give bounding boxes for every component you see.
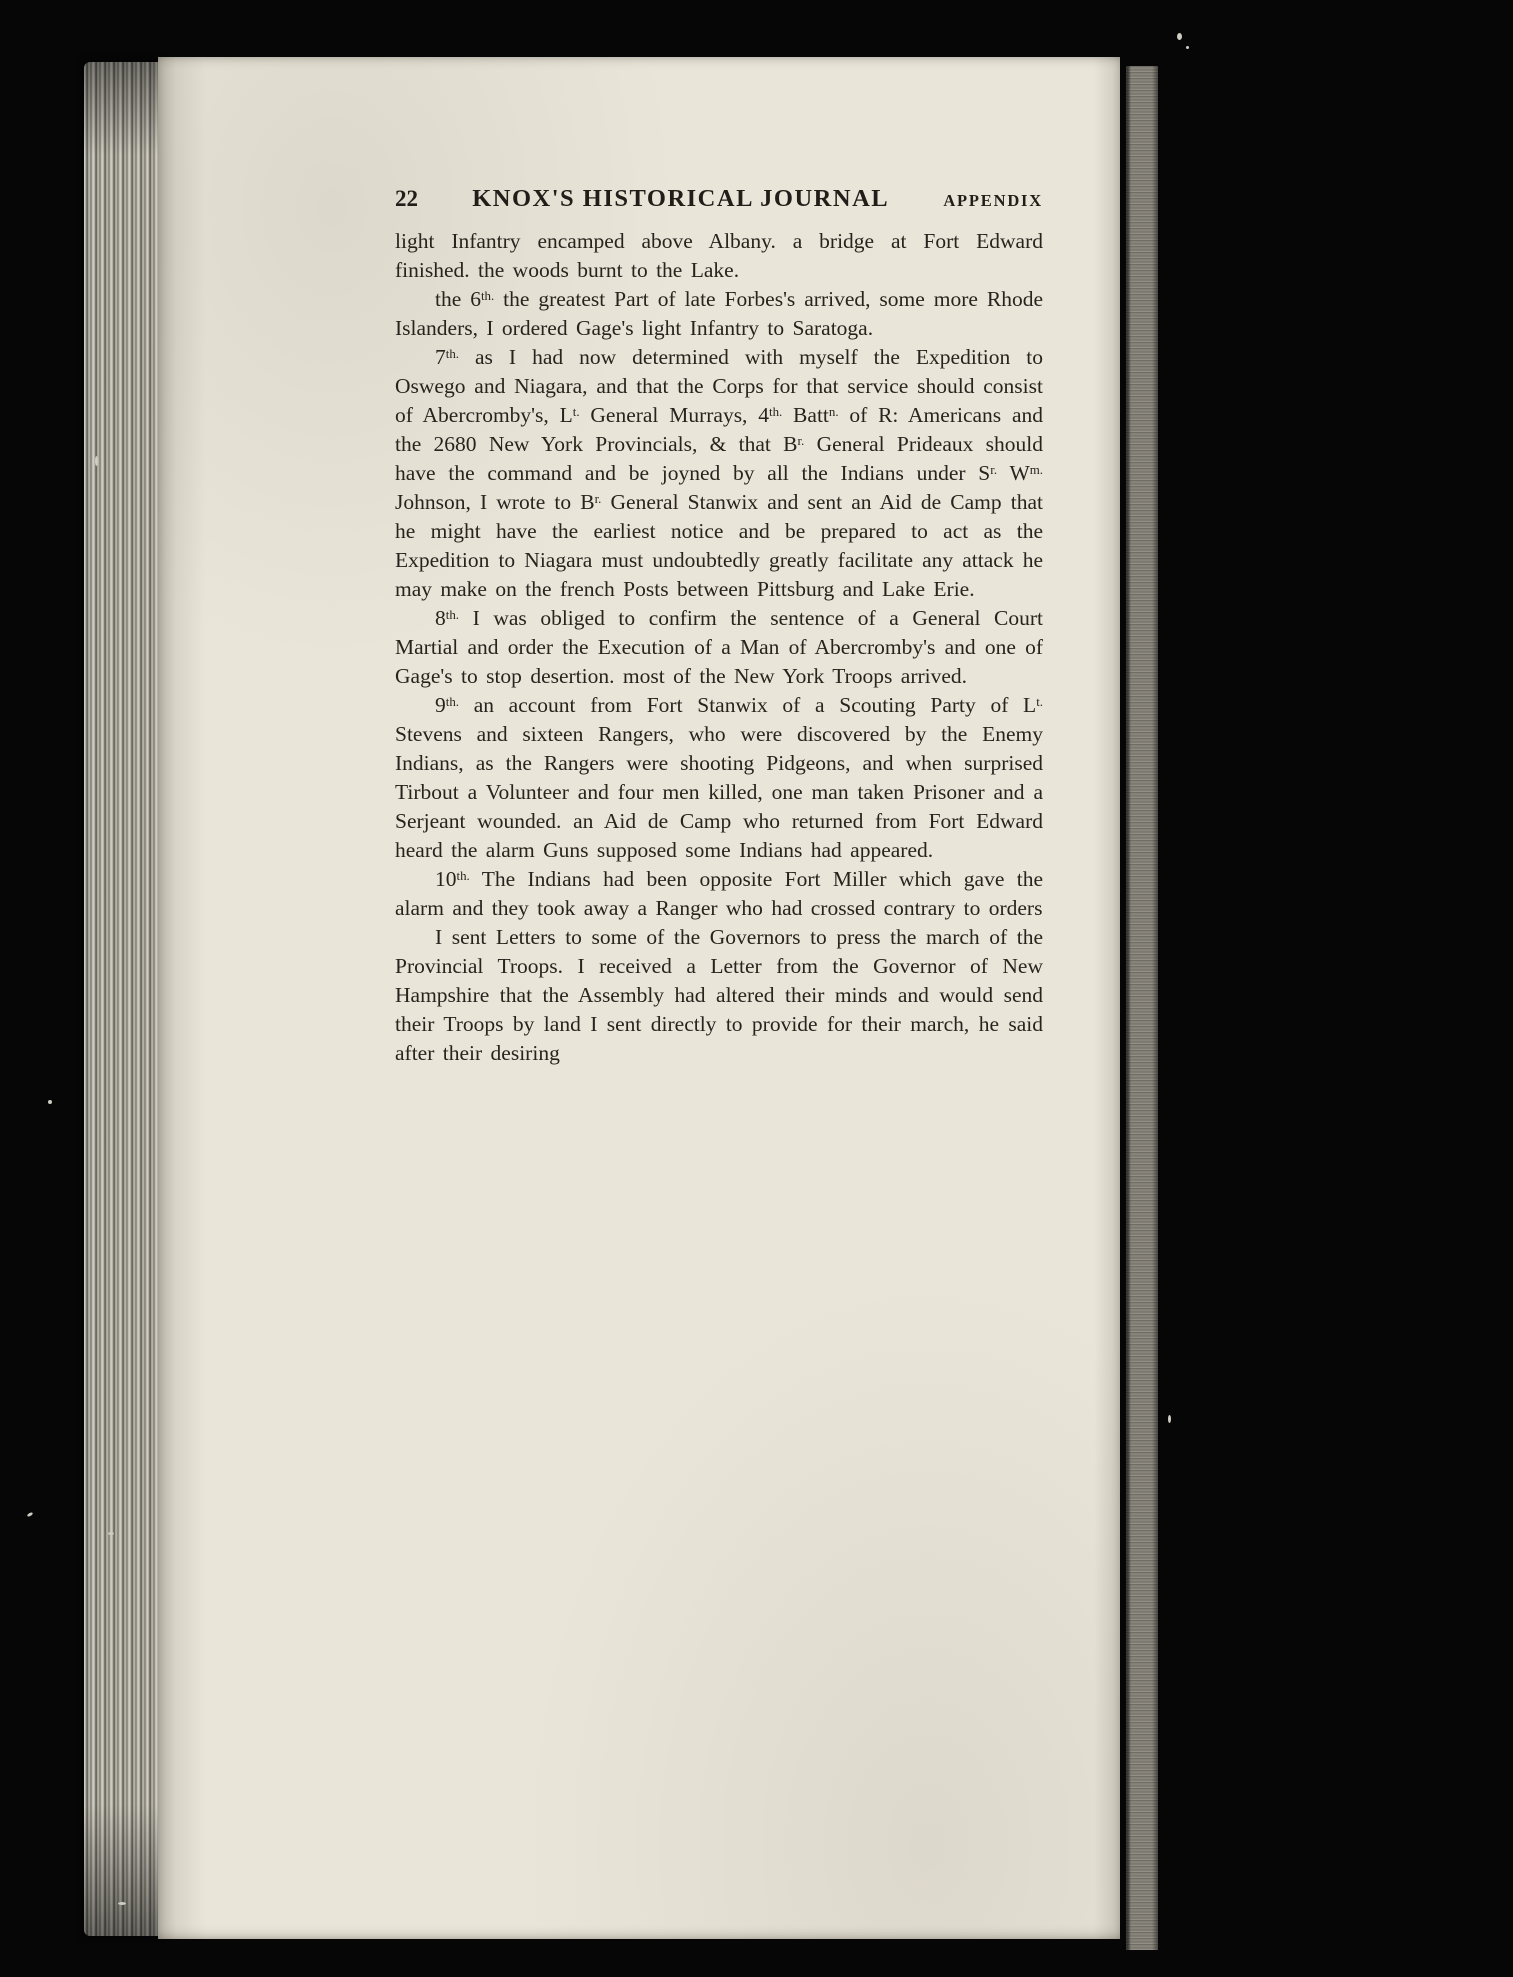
paragraph: light Infantry encamped above Albany. a bridge at Fort Edward finished. the woods burnt to the Lake. — [395, 229, 1043, 282]
page-stack-left — [84, 62, 160, 1936]
superscript: n. — [828, 405, 839, 420]
superscript: t. — [1036, 695, 1043, 710]
dust-speck — [108, 1532, 114, 1535]
paragraph: $8^{th.}$ I was obliged to confirm the sentence of a General Court Martial and order the Execution of a Man of Abercromby's and one of Gage's to stop desertion. most of the New York Troops arrived. — [395, 606, 1043, 688]
superscript: r. — [797, 434, 805, 449]
dust-speck — [95, 456, 98, 466]
journal-title: KNOX'S HISTORICAL JOURNAL — [472, 185, 890, 212]
dust-speck — [27, 1512, 34, 1518]
superscript: th. — [456, 869, 470, 884]
superscript: r. — [594, 492, 602, 507]
section-label: APPENDIX — [943, 191, 1043, 210]
dust-speck — [1168, 1415, 1171, 1423]
page-header — [395, 185, 1043, 213]
page-body — [395, 227, 1043, 1068]
superscript: th. — [480, 289, 495, 304]
paragraph: $10^{th.}$ The Indians had been opposite Fort Miller which gave the alarm and they took away a Ranger who had crossed contrary to orders — [395, 867, 1043, 920]
dust-speck — [48, 1100, 52, 1104]
paragraph: the $6^{th.}$ the greatest Part of late Forbes's arrived, some more Rhode Islanders, I ordered Gage's light Infantry to Saratoga. — [395, 287, 1043, 340]
superscript: m. — [1029, 463, 1043, 478]
paragraph: $9^{th.}$ an account from Fort Stanwix of a Scouting Party of $L^{t.}$ Stevens and sixteen Rangers, who were discovered by the Enemy Indians, as the Rangers were shooting Pidgeons, and when surprised Tirbout a Volunteer and four men killed, one man taken Prisoner and a Serjeant wounded. an Aid de Camp who returned from Fort Edward heard the alarm Guns supposed some Indians had appeared. — [395, 693, 1043, 862]
superscript: th. — [445, 695, 459, 710]
paragraph: I sent Letters to some of the Governors to press the march of the Provincial Troops. I received a Letter from the Governor of New Hampshire that the Assembly had altered their minds and would send their Troops by land I sent directly to provide for their march, he said after their desiring — [395, 925, 1043, 1065]
book-page — [158, 57, 1120, 1939]
superscript: th. — [445, 608, 459, 623]
superscript: r. — [990, 463, 998, 478]
dust-speck — [1186, 46, 1189, 49]
dust-speck — [118, 1902, 126, 1905]
superscript: t. — [572, 405, 580, 420]
text-block — [395, 185, 1043, 1068]
paragraph: $7^{th.}$ as I had now determined with myself the Expedition to Oswego and Niagara, and that the Corps for that service should consist of Abercromby's, $L^{t.}$ General Murrays, $4^{th.}$ Batt$^{n.}$ of R: Americans and the 2680 New York Provincials, & that $B^{r.}$ General Prideaux should have the command and be joyned by all the Indians under $S^{r.}$ $W^{m.}$ Johnson, I wrote to $B^{r.}$ General Stanwix and sent an Aid de Camp that he might have the earliest notice and be prepared to act as the Expedition to Niagara must undoubtedly greatly facilitate any attack he may make on the french Posts between Pittsburg and Lake Erie. — [395, 345, 1043, 601]
page-number: 22 — [395, 186, 418, 211]
superscript: th. — [769, 405, 783, 420]
fore-edge-right — [1126, 66, 1158, 1950]
dust-speck — [1177, 33, 1182, 40]
superscript: th. — [445, 347, 459, 362]
